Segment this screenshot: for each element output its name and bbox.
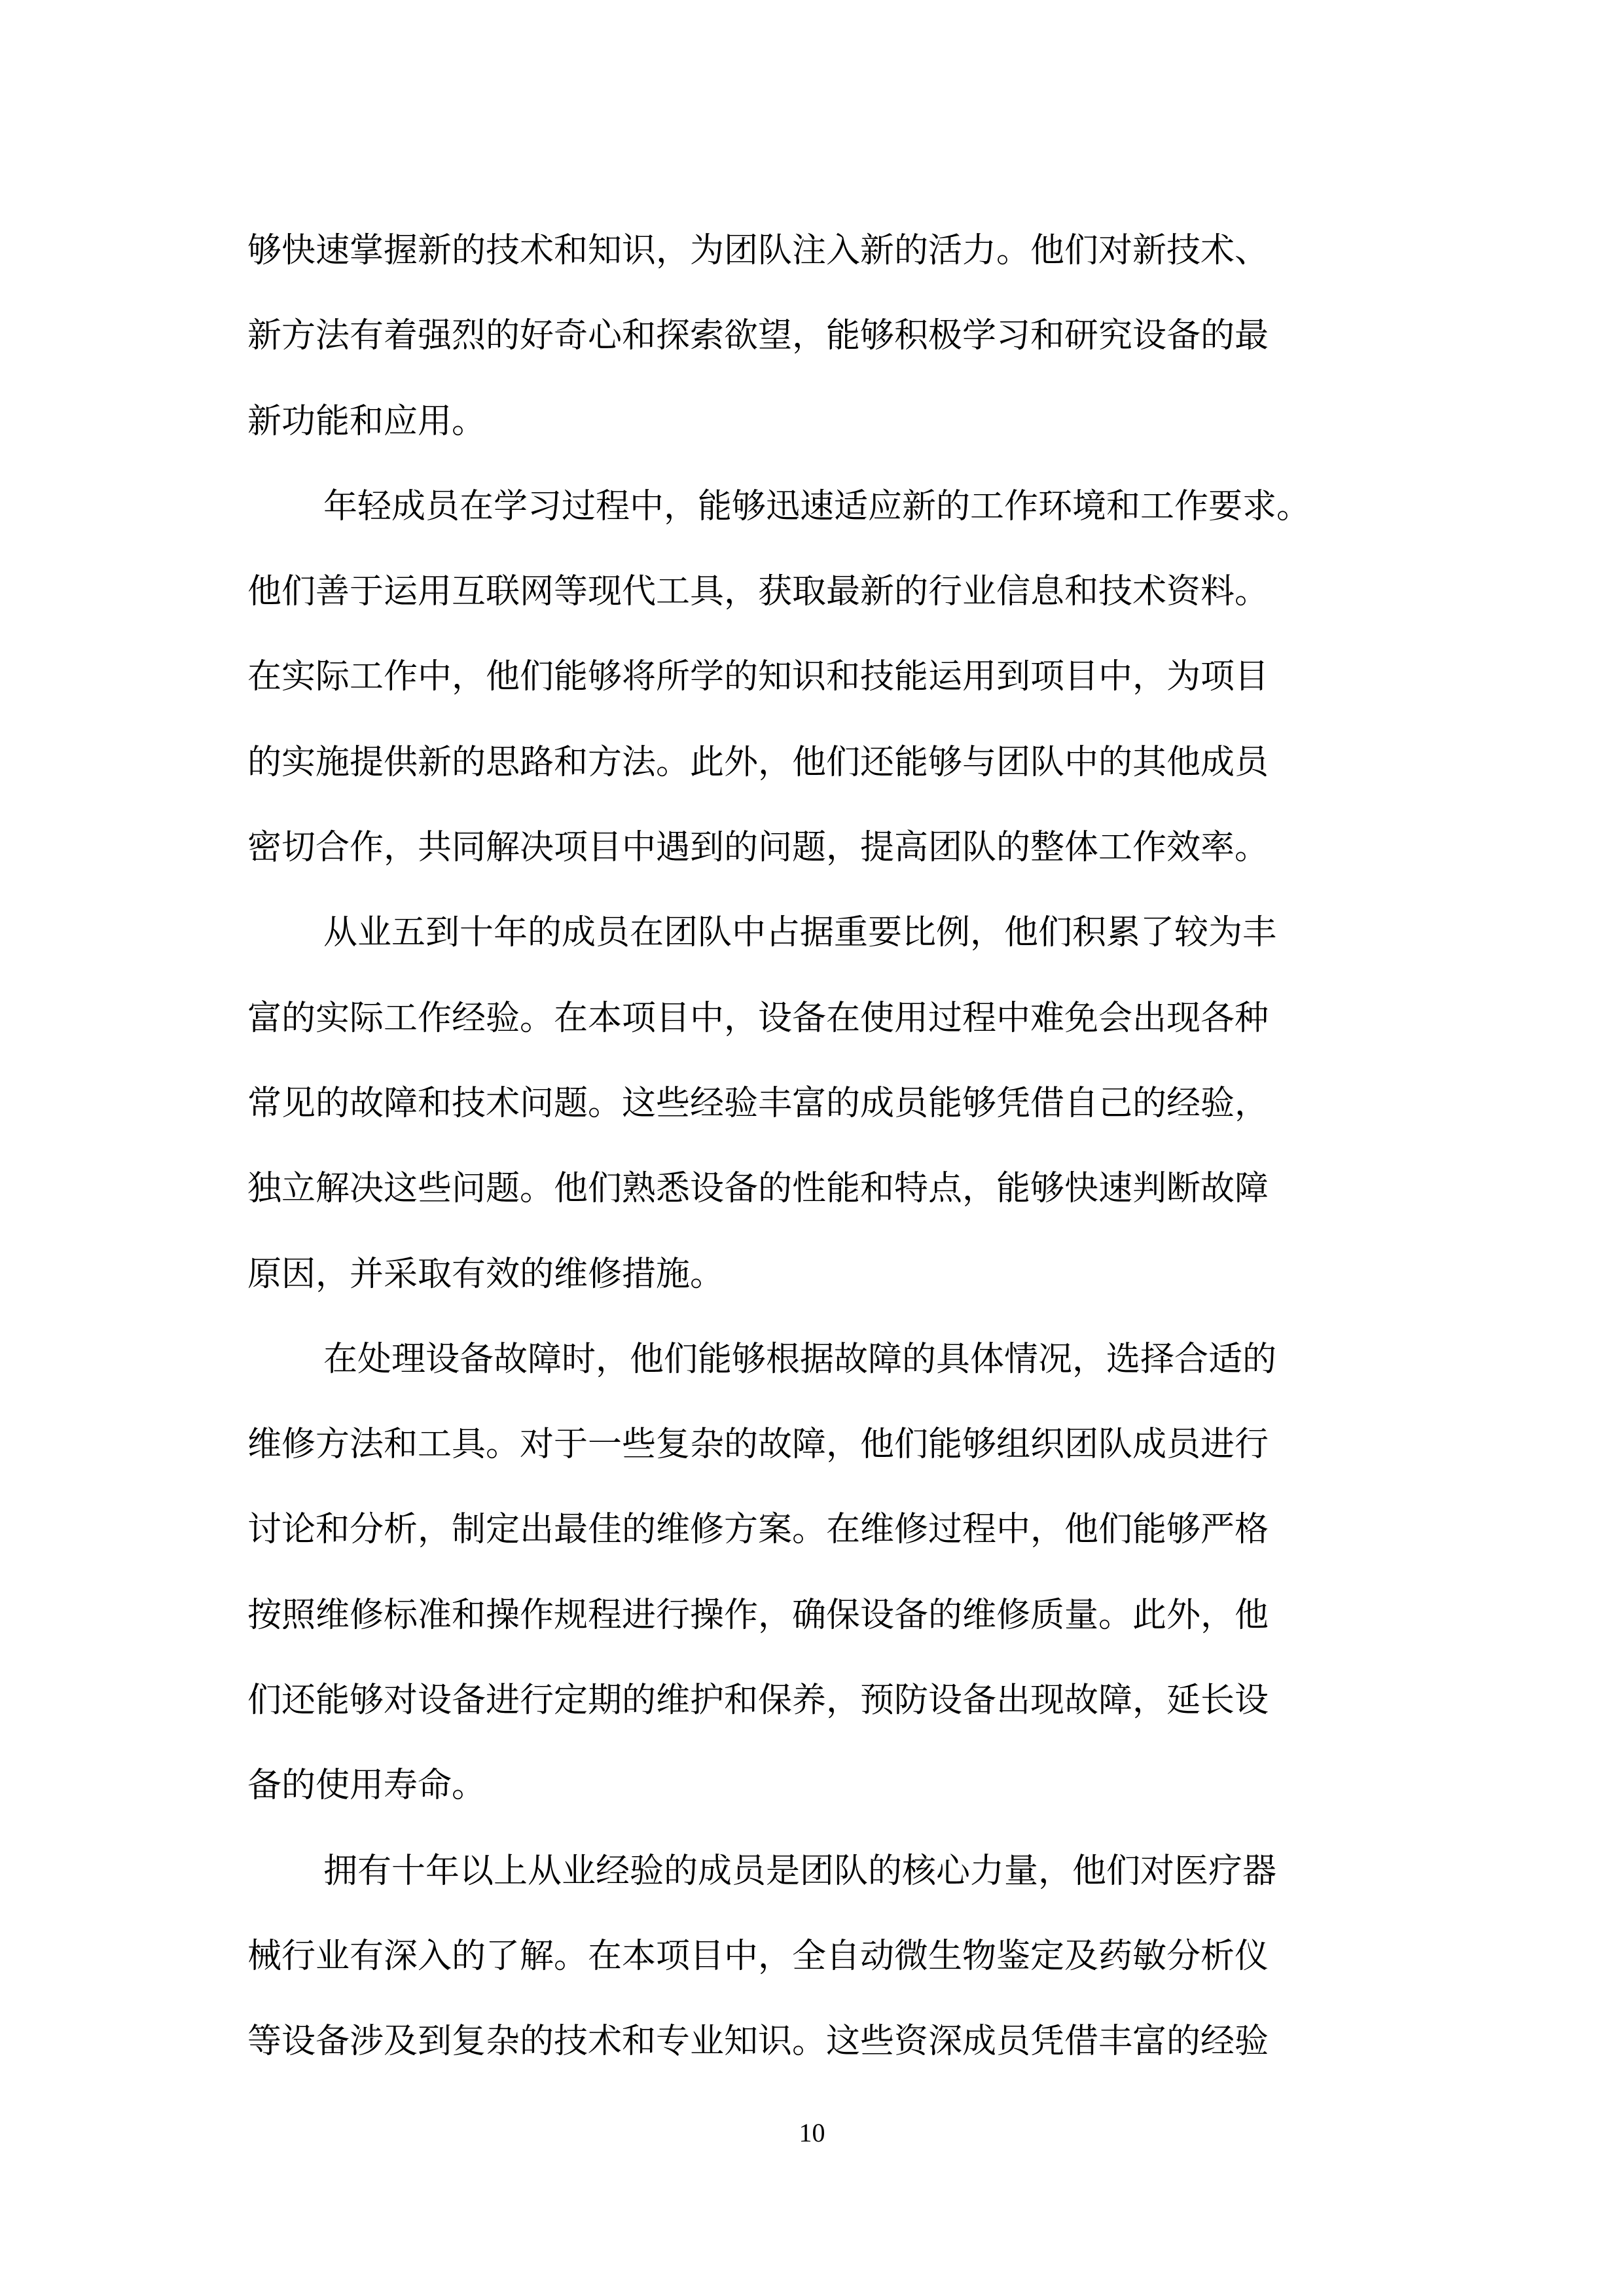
- text-line: 械行业有深入的了解。在本项目中，全自动微生物鉴定及药敏分析仪: [247, 1936, 1269, 1976]
- text-line: 够快速掌握新的技术和知识，为团队注入新的活力。他们对新技术、: [247, 231, 1269, 270]
- text-line: 常见的故障和技术问题。这些经验丰富的成员能够凭借自己的经验，: [247, 1083, 1269, 1123]
- text-line: 等设备涉及到复杂的技术和专业知识。这些资深成员凭借丰富的经验: [247, 2022, 1269, 2062]
- text-line: 按照维修标准和操作规程进行操作，确保设备的维修质量。此外，他: [247, 1595, 1269, 1635]
- text-line: 独立解决这些问题。他们熟悉设备的性能和特点，能够快速判断故障: [247, 1169, 1269, 1209]
- text-line: 他们善于运用互联网等现代工具，获取最新的行业信息和技术资料。: [247, 572, 1269, 612]
- text-line: 富的实际工作经验。在本项目中，设备在使用过程中难免会出现各种: [247, 998, 1269, 1038]
- text-line: 新功能和应用。: [247, 401, 486, 441]
- text-line: 们还能够对设备进行定期的维护和保养，预防设备出现故障，延长设: [247, 1681, 1269, 1721]
- paragraph-first-line: 在处理设备故障时，他们能够根据故障的具体情况，选择合适的: [323, 1339, 1277, 1379]
- text-line: 原因，并采取有效的维修措施。: [247, 1254, 725, 1294]
- text-line: 讨论和分析，制定出最佳的维修方案。在维修过程中，他们能够严格: [247, 1510, 1269, 1550]
- body-text: [247, 208, 1386, 2085]
- text-line: 备的使用寿命。: [247, 1766, 486, 1806]
- text-line: 密切合作，共同解决项目中遇到的问题，提高团队的整体工作效率。: [247, 828, 1269, 868]
- paragraph-first-line: 年轻成员在学习过程中，能够迅速适应新的工作环境和工作要求。: [323, 486, 1311, 526]
- text-line: 的实施提供新的思路和方法。此外，他们还能够与团队中的其他成员: [247, 742, 1269, 782]
- paragraph-first-line: 拥有十年以上从业经验的成员是团队的核心力量，他们对医疗器: [323, 1851, 1277, 1891]
- page-number: 10: [799, 2118, 825, 2147]
- text-line: 在实际工作中，他们能够将所学的知识和技能运用到项目中，为项目: [247, 657, 1269, 697]
- text-line: 维修方法和工具。对于一些复杂的故障，他们能够组织团队成员进行: [247, 1425, 1269, 1465]
- text-line: 新方法有着强烈的好奇心和探索欲望，能够积极学习和研究设备的最: [247, 316, 1269, 356]
- paragraph-first-line: 从业五到十年的成员在团队中占据重要比例，他们积累了较为丰: [323, 913, 1277, 953]
